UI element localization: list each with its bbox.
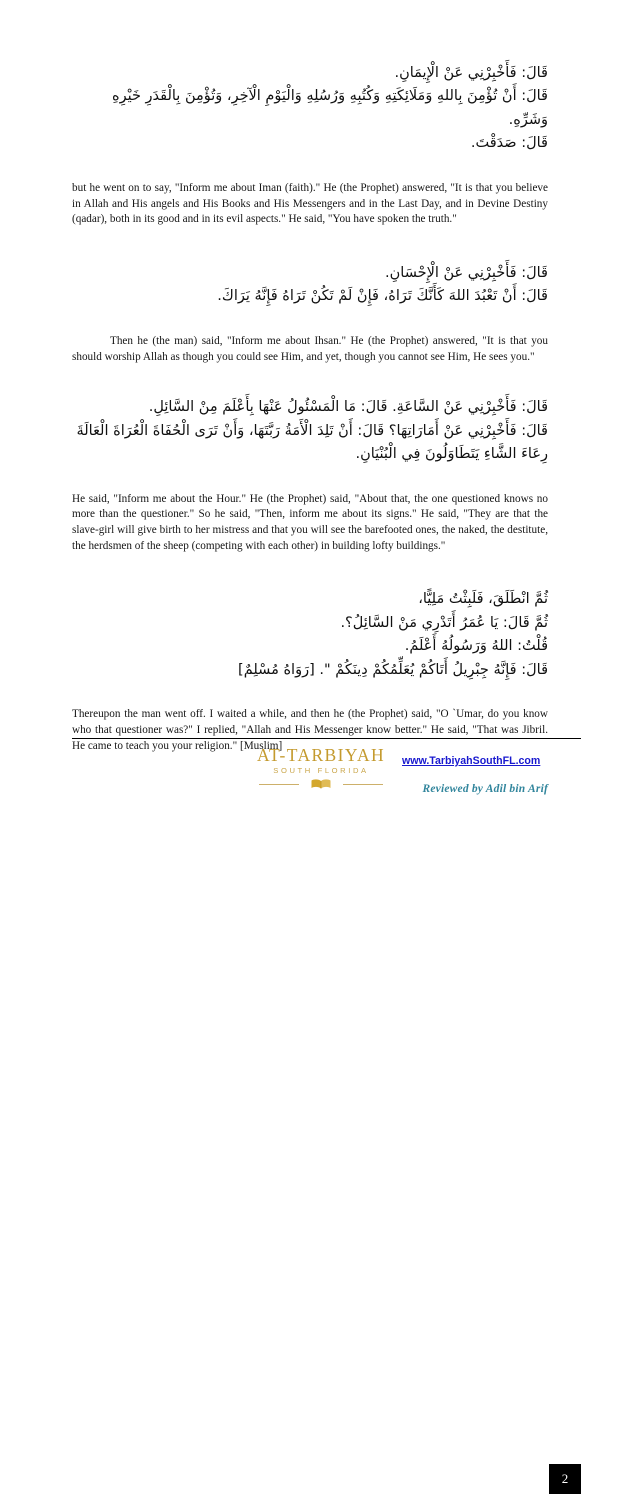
page-content xyxy=(72,0,548,795)
arabic-line: قَالَ: فَأَخْبِرْنِي عَنْ السَّاعَةِ. قَالَ: مَا الْمَسْئُولُ عَنْهَا بِأَعْلَمَ مِنْ السَّائِلِ. xyxy=(148,399,548,416)
organization-logo xyxy=(247,746,395,790)
arabic-line: قَالَ: فَإِنَّهُ جِبْرِيلُ أَتَاكُمْ يُعَلِّمُكُمْ دِينَكُمْ ". [رَوَاهُ مُسْلِمٌ] xyxy=(238,661,548,678)
arabic-passage-hour xyxy=(72,396,548,466)
arabic-line: ثُمَّ قَالَ: يَا عُمَرُ أَتَدْرِي مَنْ السَّائِلُ؟. xyxy=(340,614,548,631)
website-link[interactable]: www.TarbiyahSouthFL.com xyxy=(402,755,541,767)
arabic-line: قَالَ: فَأَخْبِرْنِي عَنْ الْإِيمَانِ. xyxy=(394,65,548,81)
logo-ornament xyxy=(247,778,395,790)
arabic-passage-iman xyxy=(72,62,548,156)
arabic-line: قُلْتُ: اللهُ وَرَسُولُهُ أَعْلَمُ. xyxy=(404,638,548,655)
arabic-line: ثُمَّ انْطَلَقَ، فَلَبِثْتُ مَلِيًّا، xyxy=(418,591,548,608)
reviewed-by-credit: Reviewed by Adil bin Arif xyxy=(422,783,548,796)
arabic-line: قَالَ: فَأَخْبِرْنِي عَنْ الْإِحْسَانِ. xyxy=(385,264,548,281)
arabic-passage-ihsan xyxy=(72,262,548,309)
english-translation-hour: He said, "Inform me about the Hour." He (the Prophet) said, "About that, the one questioned knows no more than the questioner." So he said, "Then, inform me about its signs." He said, "They are that the slave-girl will give birth to her mistress and that you will see the barefooted ones, the naked, the destitute, the herdsmen of the sheep (competing with each other) in building lofty buildings." xyxy=(72,492,548,552)
arabic-line: قَالَ: أَنْ تُؤْمِنَ بِاللهِ وَمَلَائِكَتِهِ وَكُتُبِهِ وَرُسُلِهِ وَالْيَوْمِ الْآخِرِ، وَتُؤْمِنَ بِالْقَدَرِ خَيْرِهِ وَشَرِّهِ. xyxy=(111,88,548,128)
logo-rule-left xyxy=(259,784,299,785)
footer-divider xyxy=(72,738,581,739)
page-number: 2 xyxy=(561,1471,569,1486)
arabic-line: قَالَ: فَأَخْبِرْنِي عَنْ أَمَارَاتِهَا؟ قَالَ: أَنْ تَلِدَ الْأَمَةُ رَبَّتَهَا، وَأَنْ تَرَى الْحُفَاةَ الْعُرَاةَ الْعَالَةَ رِعَاءَ الشَّاءِ يَتَطَاوَلُونَ فِي الْبُنْيَانِ. xyxy=(76,422,548,463)
arabic-line: قَالَ: أَنْ تَعْبُدَ اللهَ كَأَنَّكَ تَرَاهُ، فَإِنْ لَمْ تَكُنْ تَرَاهُ فَإِنَّهُ يَرَاكَ. xyxy=(217,288,548,305)
logo-name: AT-TARBIYAH xyxy=(256,745,386,765)
footer-content xyxy=(72,740,581,800)
logo-rule-right xyxy=(343,784,383,785)
english-translation-iman: but he went on to say, "Inform me about Iman (faith)." He (the Prophet) answered, "It is that you believe in Allah and His angels and His Books and His Messengers and in the Last Day, and in Devine Destiny (qadar), both in its good and in its evil aspects." He said, "You have spoken the truth." xyxy=(72,181,548,226)
arabic-line: قَالَ: صَدَقْتَ. xyxy=(470,135,548,152)
english-translation-ihsan: Then he (the man) said, "Inform me about Ihsan." He (the Prophet) answered, "It is that you should worship Allah as though you could see Him, and yet, though you cannot see Him, He sees you." xyxy=(72,334,548,363)
english-translation-jibril: Thereupon the man went off. I waited a while, and then he (the Prophet) said, "O `Umar, do you know who that questioner was?" I replied, "Allah and His Messenger know better." He said, "That was Jibril. He came to teach you your religion." [Muslim] xyxy=(72,708,548,752)
page-footer xyxy=(0,726,620,1486)
logo-subtitle: SOUTH FLORIDA xyxy=(273,766,369,776)
open-book-icon xyxy=(310,778,332,790)
arabic-passage-jibril xyxy=(72,588,548,682)
